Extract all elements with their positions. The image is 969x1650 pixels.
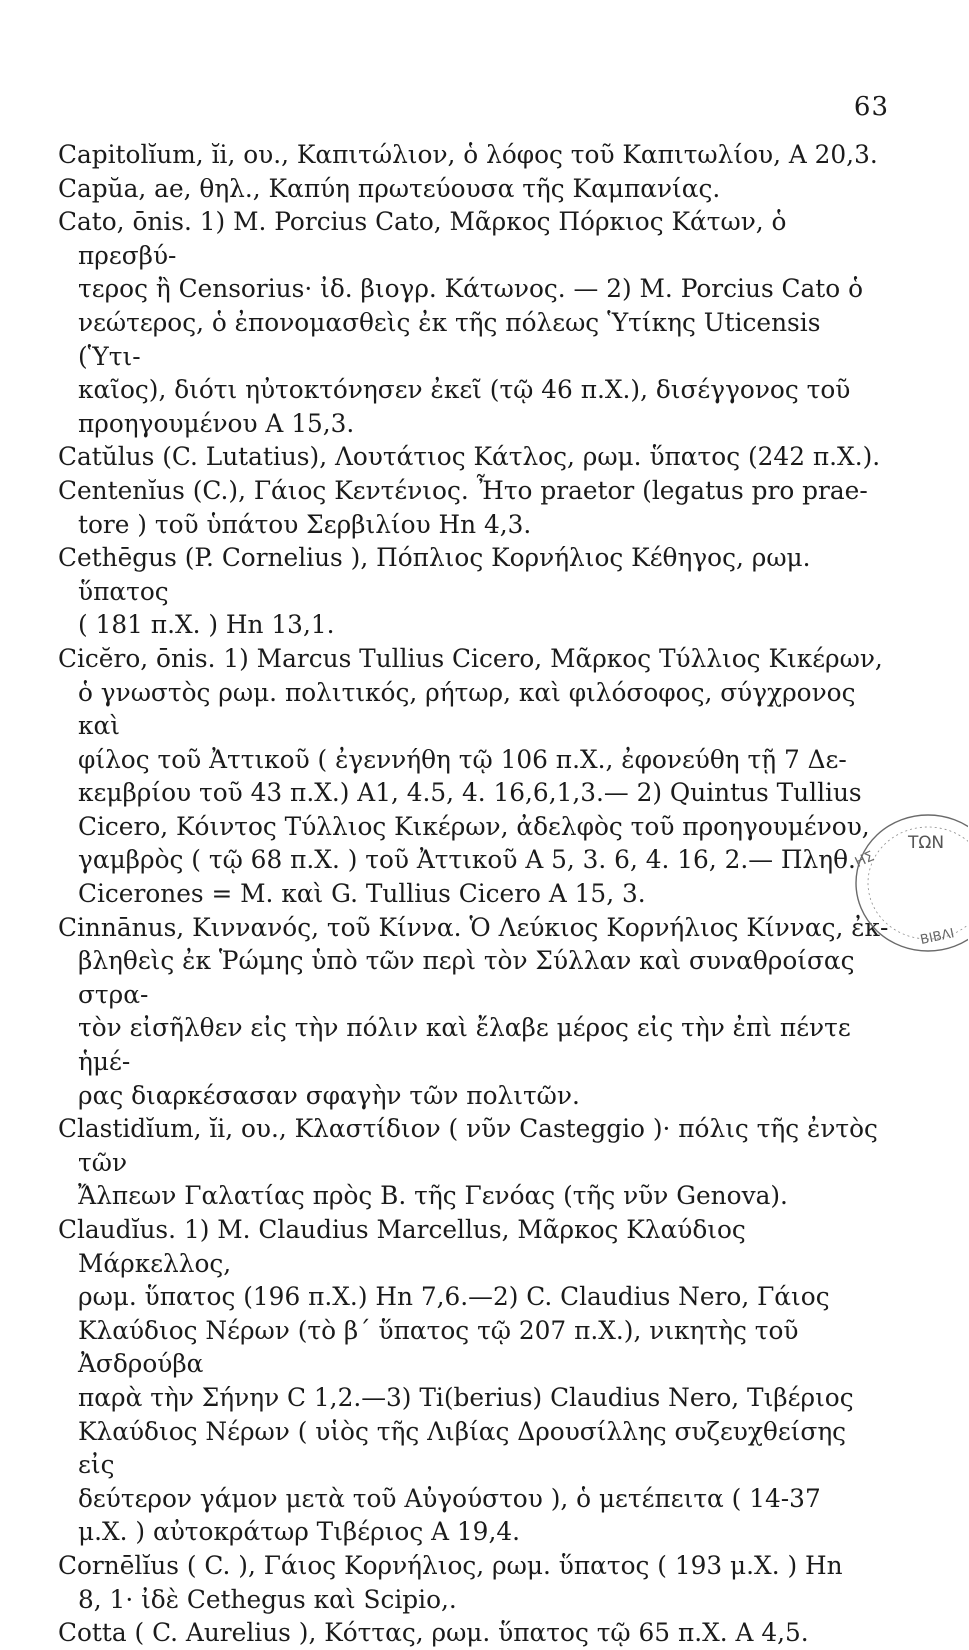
- library-stamp: [850, 808, 968, 958]
- dictionary-entries: [58, 138, 890, 1650]
- entry-text: (C.), Γάιος Κεντένιος. Ἦτο praetor (legatus pro prae- tore ) τοῦ ὑπάτου Σερβιλίου Hn 4,3.: [78, 475, 868, 539]
- entry-capua: [58, 172, 890, 206]
- entry-cicero: [58, 642, 890, 911]
- entry-headword: Catŭlus: [58, 442, 155, 472]
- entry-catulus: [58, 440, 890, 474]
- stamp-text-left: ΗΣ: [852, 848, 877, 872]
- entry-headword: Cicĕro,: [58, 643, 149, 673]
- entry-cotta: [58, 1616, 890, 1650]
- entry-text: ( C. ), Γάιος Κορνήλιος, ρωμ. ὕπατος ( 193 μ.Χ. ) Hn 8, 1· ἰδὲ Cethegus καὶ Scipio,.: [78, 1550, 843, 1614]
- entry-cinnanus: [58, 911, 890, 1113]
- stamp-text-top: ΤΩΝ: [908, 833, 945, 853]
- entry-text: (P. Cornelius ), Πόπλιος Κορνήλιος Κέθηγος, ρωμ. ὕπατος ( 181 π.Χ. ) Hn 13,1.: [78, 543, 811, 640]
- entry-text: ĭi, oυ., Κλαστίδιον ( νῦν Casteggio )· πόλις τῆς ἐντὸς τῶν Ἄλπεων Γαλατίας πρὸς B. τῆς Γενόας (τῆς νῦν Genova).: [78, 1114, 878, 1211]
- entry-headword: Cotta: [58, 1618, 127, 1648]
- entry-cato: [58, 205, 890, 440]
- entry-headword: Clastidĭum,: [58, 1114, 202, 1144]
- entry-text: ōnis. 1) Marcus Tullius Cicero, Μᾶρκος Τύλλιος Κικέρων, ὁ γνωστὸς ρωμ. πολιτικός, ρήτωρ, καὶ φιλόσοφος, σύγχρονος καὶ φίλος τοῦ Ἀττικοῦ ( ἐγεννήθη τῷ 106 π.Χ., ἐφονεύθη τῇ 7 Δε- κεμβρίου τοῦ 43 π.Χ.) A1, 4.5, 4. 16,6,1,3.— 2) Quintus Tullius Cicero, Κόιντος Τύλλιος Κικέρων, ἀδελφὸς τοῦ προηγουμένου, γαμβρὸς ( τῷ 68 π.Χ. ) τοῦ Ἀττικοῦ A 5, 3. 6, 4. 16, 2.— Πληθ. Cicerones = M. καὶ G. Tullius Cicero A 15, 3.: [78, 643, 883, 909]
- entry-text: ( C. Aurelius ), Κόττας, ρωμ. ὕπατος τῷ 65 π.Χ. A 4,5.: [134, 1618, 809, 1648]
- entry-headword: Cethēgus: [58, 543, 177, 573]
- entry-clastidium: [58, 1112, 890, 1213]
- entry-text: ĭi, oυ., Καπιτώλιον, ὁ λόφος τοῦ Καπιτωλίου, A 20,3.: [211, 140, 878, 169]
- entry-claudius: [58, 1213, 890, 1549]
- entry-headword: Centenĭus: [58, 475, 185, 505]
- entry-text: ōnis. 1) M. Porcius Cato, Μᾶρκος Πόρκιος Κάτων, ὁ πρεσβύ- τερος ἢ Censorius· ἰδ. βιογρ. Κάτωνος. — 2) M. Porcius Cato ὁ νεώτερος, ὁ ἐπονομασθεὶς ἐκ τῆς πόλεως Ὑτίκης Uticensis (Ὑτι- καῖος), διότι ηὐτοκτόνησεν ἐκεῖ (τῷ 46 π.Χ.), δισέγγονος τοῦ προηγουμένου A 15,3.: [78, 207, 864, 438]
- entry-text: Κιννανός, τοῦ Κίννα. Ὁ Λεύκιος Κορνήλιος Κίννας, ἐκ- βληθεὶς ἐκ Ῥώμης ὑπὸ τῶν περὶ τὸν Σύλλαν καὶ συναθροίσας στρα- τὸν εἰσῆλθεν εἰς τὴν πόλιν καὶ ἔλαβε μέρος εἰς τὴν ἐπὶ πέντε ἡμέ- ρας διαρκέσασαν σφαγὴν τῶν πολιτῶν.: [78, 912, 889, 1110]
- entry-cethegus: [58, 541, 890, 642]
- page-number: 63: [853, 92, 889, 122]
- entry-text: (C. Lutatius), Λουτάτιος Κάτλος, ρωμ. ὕπατος (242 π.Χ.).: [162, 442, 881, 472]
- entry-text: ae, θηλ., Καπύη πρωτεύουσα τῆς Καμπανίας.: [154, 173, 721, 203]
- stamp-text-bottom: ΒΙΒΛΙ: [918, 926, 956, 948]
- entry-headword: Claudĭus.: [58, 1215, 177, 1244]
- entry-headword: Capitolĭum,: [58, 140, 204, 169]
- entry-cornelius: [58, 1549, 890, 1616]
- entry-headword: Cato,: [58, 207, 125, 237]
- entry-headword: Capŭa,: [58, 173, 147, 203]
- entry-headword: Cornēlĭus: [58, 1550, 179, 1580]
- entry-centenius: [58, 474, 890, 541]
- entry-capitolium: [58, 138, 890, 172]
- entry-text: 1) M. Claudius Marcellus, Μᾶρκος Κλαύδιος Μάρκελλος, ρωμ. ὕπατος (196 π.Χ.) Hn 7,6.—2) C. Claudius Nero, Γάιος Κλαύδιος Νέρων (τὸ β΄ ὕπατος τῷ 207 π.Χ.), νικητὴς τοῦ Ἀσδρούβα παρὰ τὴν Σήνην C 1,2.—3) Ti(berius) Claudius Nero, Τιβέριος Κλαύδιος Νέρων ( υἱὸς τῆς Λιβίας Δρουσίλλης συζευχθείσης εἰς δεύτερον γάμον μετὰ τοῦ Αὐγούστου ), ὁ μετέπειτα ( 14-37 μ.Χ. ) αὐτοκράτωρ Τιβέριος A 19,4.: [78, 1215, 854, 1547]
- entry-headword: Cinnānus,: [58, 912, 185, 942]
